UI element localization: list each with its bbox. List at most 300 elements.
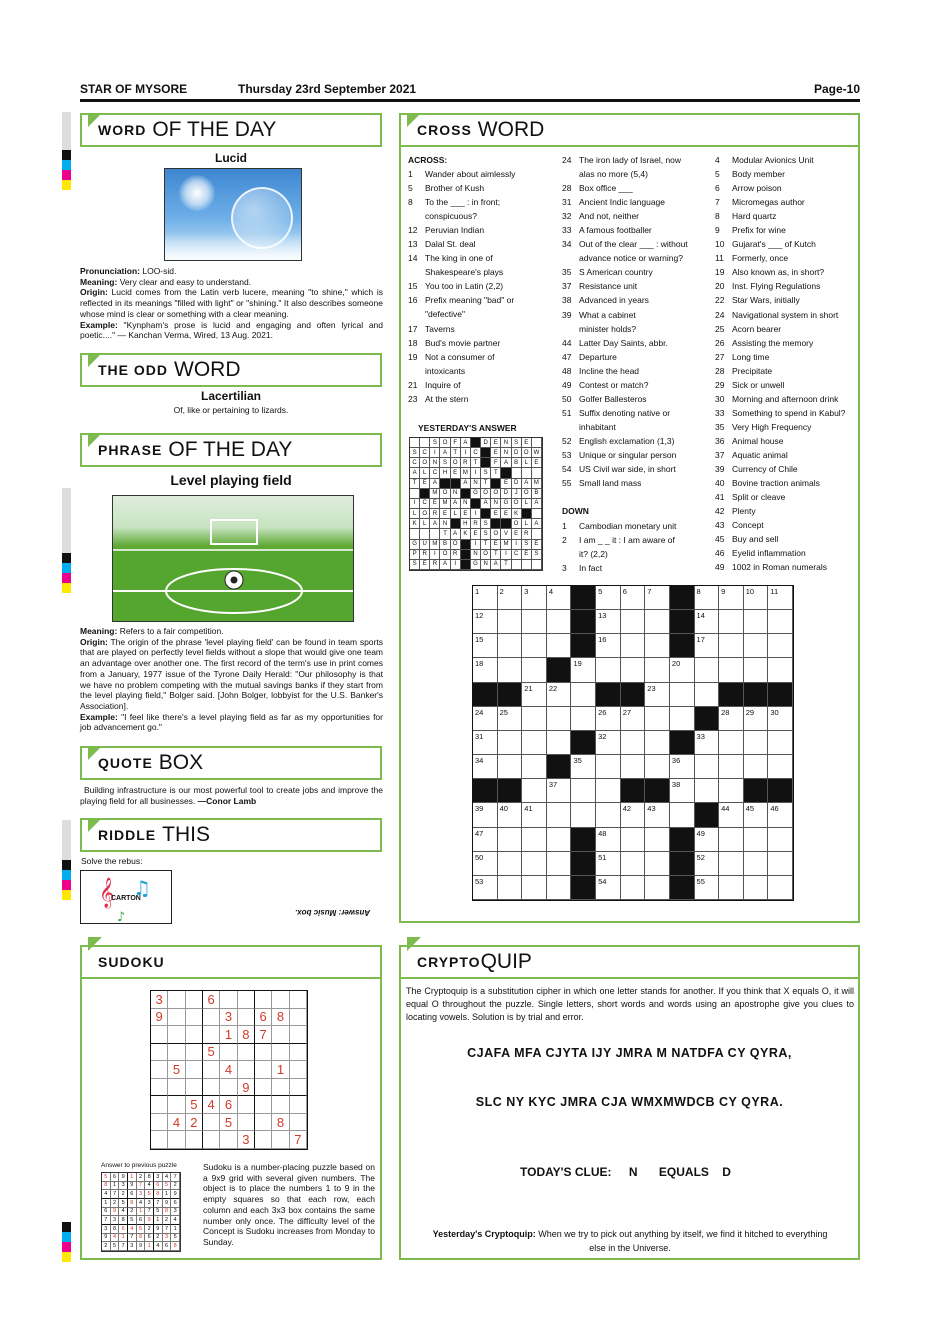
- previous-sudoku-cell: 1: [111, 1182, 120, 1191]
- crossword-cell[interactable]: [768, 876, 793, 900]
- crossword-cell[interactable]: [744, 634, 769, 658]
- sudoku-cell[interactable]: [168, 1009, 185, 1027]
- crossword-cell[interactable]: [645, 852, 670, 876]
- crossword-cell[interactable]: 45: [744, 803, 769, 827]
- sudoku-cell[interactable]: [255, 1079, 272, 1097]
- crossword-cell[interactable]: [522, 755, 547, 779]
- clue-text: Modular Avionics Unit: [732, 155, 814, 165]
- sudoku-cell[interactable]: [290, 1061, 307, 1079]
- crossword-cell[interactable]: [768, 828, 793, 852]
- clue-text: inhabitant: [579, 421, 616, 432]
- crossword-cell[interactable]: [498, 828, 523, 852]
- answer-cell: E: [532, 458, 542, 468]
- sudoku-cell[interactable]: [290, 1096, 307, 1114]
- crossword-cell[interactable]: [522, 658, 547, 682]
- crossword-cell[interactable]: [645, 610, 670, 634]
- crossword-cell[interactable]: 48: [596, 828, 621, 852]
- previous-sudoku-cell: 8: [102, 1182, 111, 1191]
- crossword-cell[interactable]: [547, 707, 572, 731]
- sudoku-cell[interactable]: [255, 991, 272, 1009]
- sudoku-cell[interactable]: [220, 1131, 237, 1149]
- crossword-cell[interactable]: [621, 658, 646, 682]
- sudoku-cell[interactable]: 3: [151, 991, 168, 1009]
- sudoku-cell[interactable]: [151, 1114, 168, 1132]
- sudoku-cell[interactable]: 6: [220, 1096, 237, 1114]
- crossword-cell[interactable]: 3: [522, 586, 547, 610]
- meaning: Very clear and easy to understand.: [119, 276, 252, 287]
- sudoku-cell[interactable]: 2: [186, 1114, 203, 1132]
- sudoku-cell[interactable]: [186, 1061, 203, 1079]
- sudoku-cell[interactable]: [168, 1131, 185, 1149]
- clue-text: minister holds?: [579, 323, 637, 334]
- crossword-cell[interactable]: [670, 707, 695, 731]
- crossword-cell[interactable]: 6: [621, 586, 646, 610]
- crossword-cell[interactable]: [645, 634, 670, 658]
- crossword-cell[interactable]: [498, 658, 523, 682]
- crossword-cell[interactable]: [645, 707, 670, 731]
- crossword-cell[interactable]: [744, 658, 769, 682]
- answer-cell: [532, 438, 542, 448]
- clue-number: 24: [715, 309, 725, 320]
- sudoku-cell[interactable]: [255, 1131, 272, 1149]
- crossword-cell[interactable]: 2: [498, 586, 523, 610]
- crossword-cell[interactable]: [744, 731, 769, 755]
- answer-cell: V: [501, 529, 511, 539]
- sudoku-cell[interactable]: 1: [220, 1026, 237, 1044]
- crossword-cell[interactable]: 4: [547, 586, 572, 610]
- sudoku-cell[interactable]: [220, 1079, 237, 1097]
- riddle-title-box: [80, 818, 382, 852]
- sudoku-cell[interactable]: [290, 1079, 307, 1097]
- sudoku-cell[interactable]: 5: [203, 1044, 220, 1062]
- sudoku-cell[interactable]: [290, 1114, 307, 1132]
- crossword-cell[interactable]: [571, 683, 596, 707]
- answer-cell: R: [471, 519, 481, 529]
- clue-text: Hard quartz: [732, 211, 777, 222]
- crossword-cell[interactable]: 47: [473, 828, 498, 852]
- sudoku-cell[interactable]: [186, 1026, 203, 1044]
- crossword-cell[interactable]: 44: [719, 803, 744, 827]
- crossword-cell[interactable]: [719, 852, 744, 876]
- previous-sudoku-cell: 6: [154, 1182, 163, 1191]
- crossword-cell[interactable]: [498, 755, 523, 779]
- crossword-cell[interactable]: 38: [670, 779, 695, 803]
- clue-row: [715, 532, 860, 546]
- cryptoquip-title-box: [399, 945, 860, 979]
- sudoku-cell[interactable]: [186, 1044, 203, 1062]
- crossword-cell[interactable]: 41: [522, 803, 547, 827]
- crossword-cell[interactable]: [695, 683, 720, 707]
- crossword-cell[interactable]: [498, 731, 523, 755]
- sudoku-cell[interactable]: [220, 991, 237, 1009]
- answer-cell: A: [461, 438, 471, 448]
- sudoku-cell[interactable]: [238, 1009, 255, 1027]
- sudoku-cell[interactable]: [255, 1114, 272, 1132]
- sudoku-cell[interactable]: [238, 1114, 255, 1132]
- crossword-cell[interactable]: [719, 658, 744, 682]
- sudoku-cell[interactable]: [238, 991, 255, 1009]
- sudoku-cell[interactable]: 9: [238, 1079, 255, 1097]
- answer-cell: A: [481, 499, 491, 509]
- crossword-cell[interactable]: [719, 634, 744, 658]
- crossword-cell[interactable]: [571, 779, 596, 803]
- crossword-cell[interactable]: 21: [522, 683, 547, 707]
- crossword-cell[interactable]: 9: [719, 586, 744, 610]
- crossword-cell[interactable]: 11: [768, 586, 793, 610]
- sudoku-cell[interactable]: [290, 1009, 307, 1027]
- crossword-cell[interactable]: 53: [473, 876, 498, 900]
- crossword-cell[interactable]: 55: [695, 876, 720, 900]
- answer-block: [471, 438, 481, 448]
- crossword-cell[interactable]: 20: [670, 658, 695, 682]
- crossword-cell[interactable]: 39: [473, 803, 498, 827]
- crossword-cell[interactable]: [645, 731, 670, 755]
- crossword-cell[interactable]: [719, 610, 744, 634]
- label: Example:: [80, 319, 118, 330]
- crossword-cell[interactable]: [547, 610, 572, 634]
- sudoku-cell[interactable]: [203, 1009, 220, 1027]
- crossword-cell[interactable]: 28: [719, 707, 744, 731]
- sudoku-cell[interactable]: 4: [168, 1114, 185, 1132]
- crossword-cell[interactable]: [695, 779, 720, 803]
- crossword-cell[interactable]: [522, 707, 547, 731]
- crossword-cell[interactable]: [719, 731, 744, 755]
- clue-row: [715, 560, 860, 574]
- answer-block: [491, 479, 501, 489]
- sudoku-cell[interactable]: [238, 1044, 255, 1062]
- answer-cell: O: [420, 509, 430, 519]
- clue-number: 24: [562, 155, 572, 165]
- crossword-cell[interactable]: [547, 634, 572, 658]
- crossword-cell[interactable]: [744, 828, 769, 852]
- crossword-cell[interactable]: [596, 755, 621, 779]
- crossword-cell[interactable]: [768, 852, 793, 876]
- sudoku-cell[interactable]: [272, 1096, 289, 1114]
- crossword-block: [768, 779, 793, 803]
- crossword-cell[interactable]: [596, 658, 621, 682]
- sudoku-cell[interactable]: 4: [220, 1061, 237, 1079]
- crossword-cell[interactable]: [522, 828, 547, 852]
- sudoku-cell[interactable]: [203, 1079, 220, 1097]
- sudoku-cell[interactable]: [203, 1026, 220, 1044]
- clue-text: Also known as, in short?: [732, 267, 825, 278]
- crossword-cell[interactable]: [621, 610, 646, 634]
- clue-text: In fact: [579, 563, 603, 574]
- clue-text: 1002 in Roman numerals: [732, 562, 827, 573]
- sudoku-cell[interactable]: [151, 1061, 168, 1079]
- crossword-cell[interactable]: 32: [596, 731, 621, 755]
- clue-row: [562, 195, 712, 209]
- crossword-cell[interactable]: 43: [645, 803, 670, 827]
- crossword-cell[interactable]: 52: [695, 852, 720, 876]
- sudoku-cell[interactable]: 4: [203, 1096, 220, 1114]
- crossword-cell[interactable]: 16: [596, 634, 621, 658]
- crossword-cell[interactable]: [768, 634, 793, 658]
- previous-sudoku-cell: 7: [145, 1208, 154, 1217]
- sudoku-cell[interactable]: [151, 1096, 168, 1114]
- crossword-cell[interactable]: [522, 852, 547, 876]
- clue-row: [715, 350, 860, 364]
- sudoku-cell[interactable]: 8: [272, 1009, 289, 1027]
- crossword-cell[interactable]: 25: [498, 707, 523, 731]
- crossword-cell[interactable]: [744, 610, 769, 634]
- crossword-cell[interactable]: [621, 828, 646, 852]
- sudoku-title-box: [80, 945, 382, 979]
- crossword-cell[interactable]: 5: [596, 586, 621, 610]
- crossword-cell[interactable]: [645, 828, 670, 852]
- sudoku-cell[interactable]: [272, 1026, 289, 1044]
- sudoku-cell[interactable]: 8: [272, 1114, 289, 1132]
- crossword-cell[interactable]: [596, 803, 621, 827]
- answer-cell: I: [461, 448, 471, 458]
- previous-sudoku-cell: 7: [119, 1242, 128, 1251]
- sudoku-cell[interactable]: [272, 991, 289, 1009]
- clue-number: 9: [715, 225, 720, 236]
- crossword-cell[interactable]: 12: [473, 610, 498, 634]
- crossword-block: [473, 779, 498, 803]
- previous-sudoku-cell: 7: [163, 1225, 172, 1234]
- previous-sudoku-cell: 8: [171, 1242, 180, 1251]
- sudoku-cell[interactable]: [272, 1079, 289, 1097]
- crossword-cell[interactable]: [719, 828, 744, 852]
- answer-block: [491, 519, 501, 529]
- sudoku-cell[interactable]: 1: [272, 1061, 289, 1079]
- sudoku-cell[interactable]: [272, 1131, 289, 1149]
- crossword-cell[interactable]: 31: [473, 731, 498, 755]
- sudoku-cell[interactable]: [168, 1044, 185, 1062]
- crossword-cell[interactable]: 40: [498, 803, 523, 827]
- crossword-cell[interactable]: 49: [695, 828, 720, 852]
- clue-row: [408, 223, 558, 237]
- crossword-cell[interactable]: 15: [473, 634, 498, 658]
- sudoku-cell[interactable]: [238, 1096, 255, 1114]
- crossword-cell[interactable]: 26: [596, 707, 621, 731]
- sudoku-cell[interactable]: [255, 1061, 272, 1079]
- previous-sudoku-cell: 3: [137, 1190, 146, 1199]
- crossword-cell[interactable]: [768, 731, 793, 755]
- crossword-title-box: [399, 113, 860, 147]
- crossword-block: [768, 683, 793, 707]
- crossword-cell[interactable]: [719, 876, 744, 900]
- clue-row: [715, 237, 860, 251]
- crossword-cell[interactable]: 37: [547, 779, 572, 803]
- crossword-cell[interactable]: [571, 707, 596, 731]
- crossword-cell[interactable]: [547, 852, 572, 876]
- clue-letter-a: N: [628, 1165, 638, 1179]
- crossword-cell[interactable]: 10: [744, 586, 769, 610]
- answer-cell: I: [471, 468, 481, 478]
- corner-triangle: [407, 937, 421, 951]
- crossword-cell[interactable]: 13: [596, 610, 621, 634]
- answer-cell: D: [481, 438, 491, 448]
- registration-bar: [62, 180, 71, 190]
- sudoku-cell[interactable]: [186, 1079, 203, 1097]
- crossword-cell[interactable]: [522, 610, 547, 634]
- answer-cell: T: [491, 468, 501, 478]
- crossword-cell[interactable]: [522, 876, 547, 900]
- sudoku-cell[interactable]: 7: [255, 1026, 272, 1044]
- sudoku-cell[interactable]: [203, 1131, 220, 1149]
- crossword-cell[interactable]: [498, 852, 523, 876]
- answer-block: [501, 519, 511, 529]
- crossword-cell[interactable]: [571, 803, 596, 827]
- answer-cell: O: [481, 489, 491, 499]
- answer-cell: A: [461, 479, 471, 489]
- previous-sudoku-cell: 2: [137, 1173, 146, 1182]
- sudoku-cell[interactable]: [168, 1079, 185, 1097]
- sudoku-cell[interactable]: [168, 1096, 185, 1114]
- answer-cell: N: [461, 499, 471, 509]
- sudoku-cell[interactable]: 7: [290, 1131, 307, 1149]
- sudoku-cell[interactable]: [290, 1026, 307, 1044]
- crossword-cell[interactable]: [498, 876, 523, 900]
- quote-author: —Conor Lamb: [197, 795, 257, 806]
- answer-cell: D: [512, 479, 522, 489]
- sudoku-cell[interactable]: 3: [238, 1131, 255, 1149]
- sudoku-cell[interactable]: [203, 1114, 220, 1132]
- sudoku-cell[interactable]: [255, 1044, 272, 1062]
- clue-row: [715, 167, 860, 181]
- crossword-cell[interactable]: [547, 828, 572, 852]
- sudoku-cell[interactable]: [255, 1096, 272, 1114]
- crossword-cell[interactable]: [719, 779, 744, 803]
- crossword-cell[interactable]: [645, 876, 670, 900]
- crossword-cell[interactable]: 18: [473, 658, 498, 682]
- crossword-cell[interactable]: [695, 755, 720, 779]
- crossword-cell[interactable]: [645, 658, 670, 682]
- crossword-cell[interactable]: [498, 634, 523, 658]
- crossword-cell[interactable]: 24: [473, 707, 498, 731]
- crossword-cell[interactable]: 50: [473, 852, 498, 876]
- clue-text: You too in Latin (2,2): [425, 281, 504, 292]
- crossword-cell[interactable]: [547, 803, 572, 827]
- crossword-cell[interactable]: 36: [670, 755, 695, 779]
- crossword-cell[interactable]: 29: [744, 707, 769, 731]
- crossword-cell[interactable]: 23: [645, 683, 670, 707]
- crossword-cell[interactable]: 30: [768, 707, 793, 731]
- sudoku-cell[interactable]: [168, 1026, 185, 1044]
- sudoku-cell[interactable]: [290, 991, 307, 1009]
- origin: Lucid comes from the Latin verb lucere, meaning "to shine," which is reflected in its meanings "filled with light" or "shining." It also describes someone whose mind is clear or something with a clear meaning.: [80, 287, 383, 319]
- answer-cell: E: [491, 509, 501, 519]
- crossword-cell[interactable]: [645, 755, 670, 779]
- clue-text: S American country: [579, 267, 653, 278]
- crossword-cell[interactable]: [719, 755, 744, 779]
- registration-bar: [62, 1252, 71, 1262]
- crossword-cell[interactable]: 14: [695, 610, 720, 634]
- sudoku-cell[interactable]: 6: [255, 1009, 272, 1027]
- section-title-small: RIDDLE: [98, 827, 157, 843]
- crossword-cell[interactable]: [522, 634, 547, 658]
- sudoku-cell[interactable]: [186, 1009, 203, 1027]
- crossword-cell[interactable]: 19: [571, 658, 596, 682]
- section-title-big: WORD: [477, 118, 545, 141]
- sudoku-cell[interactable]: 6: [203, 991, 220, 1009]
- answer-cell: T: [491, 550, 501, 560]
- sudoku-cell[interactable]: [186, 1131, 203, 1149]
- crossword-cell[interactable]: [498, 610, 523, 634]
- clue-text: Box office ___: [579, 183, 633, 194]
- crossword-cell[interactable]: 42: [621, 803, 646, 827]
- sudoku-cell[interactable]: 5: [168, 1061, 185, 1079]
- sudoku-cell[interactable]: [186, 991, 203, 1009]
- crossword-cell[interactable]: [547, 876, 572, 900]
- clue-number: 32: [562, 211, 572, 222]
- crossword-cell[interactable]: 51: [596, 852, 621, 876]
- crossword-cell[interactable]: [768, 658, 793, 682]
- sudoku-cell[interactable]: [151, 1044, 168, 1062]
- answer-cell: O: [512, 499, 522, 509]
- answer-cell: L: [522, 499, 532, 509]
- answer-cell: [420, 438, 430, 448]
- clue-number: 21: [408, 379, 418, 390]
- sudoku-cell[interactable]: 5: [186, 1096, 203, 1114]
- crossword-cell[interactable]: 8: [695, 586, 720, 610]
- crossword-cell[interactable]: 22: [547, 683, 572, 707]
- sudoku-cell[interactable]: [203, 1061, 220, 1079]
- sudoku-cell[interactable]: [151, 1079, 168, 1097]
- crossword-cell[interactable]: [768, 755, 793, 779]
- crossword-cell[interactable]: 27: [621, 707, 646, 731]
- sudoku-cell[interactable]: [151, 1131, 168, 1149]
- clue-text: Split or cleave: [732, 492, 786, 503]
- crossword-cell[interactable]: 46: [768, 803, 793, 827]
- crossword-cell[interactable]: 7: [645, 586, 670, 610]
- sudoku-cell[interactable]: [151, 1026, 168, 1044]
- answer-cell: I: [410, 499, 420, 509]
- sudoku-cell[interactable]: 8: [238, 1026, 255, 1044]
- crossword-cell[interactable]: [596, 779, 621, 803]
- sudoku-cell[interactable]: [238, 1061, 255, 1079]
- crossword-cell[interactable]: [522, 731, 547, 755]
- sudoku-cell[interactable]: [290, 1044, 307, 1062]
- registration-bar: [62, 583, 71, 593]
- crossword-cell[interactable]: [621, 731, 646, 755]
- crossword-cell[interactable]: [621, 852, 646, 876]
- crossword-cell[interactable]: [621, 634, 646, 658]
- crossword-block: [670, 731, 695, 755]
- crossword-cell[interactable]: 1: [473, 586, 498, 610]
- crossword-cell[interactable]: [695, 658, 720, 682]
- crossword-cell[interactable]: 34: [473, 755, 498, 779]
- crossword-cell[interactable]: [744, 755, 769, 779]
- clue-number: 11: [715, 253, 724, 264]
- sudoku-cell[interactable]: 5: [220, 1114, 237, 1132]
- crossword-cell[interactable]: 17: [695, 634, 720, 658]
- crossword-cell[interactable]: [670, 683, 695, 707]
- crossword-cell[interactable]: 35: [571, 755, 596, 779]
- crossword-cell[interactable]: 54: [596, 876, 621, 900]
- sudoku-cell[interactable]: [272, 1044, 289, 1062]
- crossword-cell[interactable]: 33: [695, 731, 720, 755]
- sudoku-cell[interactable]: [220, 1044, 237, 1062]
- crossword-cell[interactable]: [670, 803, 695, 827]
- clue-row: [408, 209, 558, 223]
- clue-text: Morning and afternoon drink: [732, 393, 839, 404]
- sudoku-cell[interactable]: [168, 991, 185, 1009]
- crossword-cell[interactable]: [522, 779, 547, 803]
- crossword-cell[interactable]: [744, 852, 769, 876]
- answer-block: [461, 560, 471, 570]
- crossword-cell[interactable]: [547, 731, 572, 755]
- clue-number: 36: [715, 435, 725, 446]
- sudoku-cell[interactable]: 3: [220, 1009, 237, 1027]
- crossword-cell[interactable]: [768, 610, 793, 634]
- crossword-cell[interactable]: [621, 755, 646, 779]
- crossword-cell[interactable]: [744, 876, 769, 900]
- crossword-cell[interactable]: [621, 876, 646, 900]
- sudoku-cell[interactable]: 9: [151, 1009, 168, 1027]
